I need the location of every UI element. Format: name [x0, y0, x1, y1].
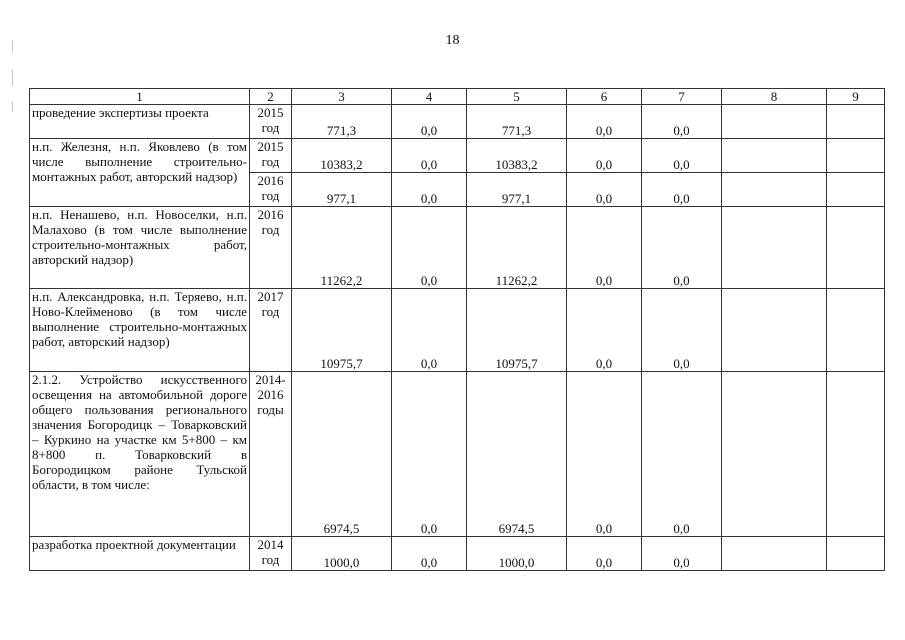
- column-header: 5: [467, 89, 567, 105]
- cell-col7: 0,0: [642, 289, 722, 372]
- cell-col6: 0,0: [567, 289, 642, 372]
- cell-col5: 1000,0: [467, 537, 567, 571]
- row-year: 2017 год: [250, 289, 292, 372]
- cell-col7: 0,0: [642, 173, 722, 207]
- row-year: 2014-2016 годы: [250, 372, 292, 537]
- cell-col3: 6974,5: [292, 372, 392, 537]
- cell-col5: 10975,7: [467, 289, 567, 372]
- row-description: н.п. Александровка, н.п. Теряево, н.п. Ново-Клейменово (в том числе выполнение строительно-монтажных работ, авторский надзор): [30, 289, 250, 372]
- budget-table: [29, 88, 885, 571]
- cell-col4: 0,0: [392, 372, 467, 537]
- cell-col9: [827, 105, 885, 139]
- cell-col3: 771,3: [292, 105, 392, 139]
- column-header: 3: [292, 89, 392, 105]
- cell-col6: 0,0: [567, 372, 642, 537]
- scan-margin-mark: [12, 40, 13, 52]
- cell-col9: [827, 372, 885, 537]
- cell-col5: 6974,5: [467, 372, 567, 537]
- cell-col8: [722, 139, 827, 173]
- scan-margin-mark: [12, 70, 13, 86]
- cell-col5: 771,3: [467, 105, 567, 139]
- cell-col4: 0,0: [392, 537, 467, 571]
- cell-col6: 0,0: [567, 173, 642, 207]
- column-header: 8: [722, 89, 827, 105]
- cell-col4: 0,0: [392, 173, 467, 207]
- cell-col9: [827, 173, 885, 207]
- cell-col9: [827, 289, 885, 372]
- cell-col8: [722, 289, 827, 372]
- table-row: [30, 207, 885, 289]
- cell-col8: [722, 207, 827, 289]
- row-year: 2016 год: [250, 173, 292, 207]
- page-number: 18: [445, 33, 460, 48]
- table-row: [30, 289, 885, 372]
- cell-col7: 0,0: [642, 139, 722, 173]
- cell-col5: 11262,2: [467, 207, 567, 289]
- table-row: [30, 372, 885, 537]
- column-header: 4: [392, 89, 467, 105]
- cell-col7: 0,0: [642, 537, 722, 571]
- row-year: 2015 год: [250, 105, 292, 139]
- cell-col3: 10383,2: [292, 139, 392, 173]
- table-row: [30, 139, 885, 173]
- cell-col8: [722, 173, 827, 207]
- cell-col3: 977,1: [292, 173, 392, 207]
- row-description: проведение экспертизы проекта: [30, 105, 250, 139]
- column-header: 9: [827, 89, 885, 105]
- cell-col3: 1000,0: [292, 537, 392, 571]
- cell-col5: 977,1: [467, 173, 567, 207]
- cell-col4: 0,0: [392, 289, 467, 372]
- column-header: 7: [642, 89, 722, 105]
- row-description: 2.1.2. Устройство искусственного освещения на автомобильной дороге общего пользования регионального значения Богородицк – Товарковский – Куркино на участке км 5+800 – км 8+800 п. Товарковский в Богородицком районе Тульской области, в том числе:: [30, 372, 250, 537]
- cell-col5: 10383,2: [467, 139, 567, 173]
- cell-col4: 0,0: [392, 207, 467, 289]
- cell-col6: 0,0: [567, 537, 642, 571]
- scan-margin-mark: [12, 102, 13, 112]
- cell-col4: 0,0: [392, 105, 467, 139]
- cell-col6: 0,0: [567, 207, 642, 289]
- cell-col6: 0,0: [567, 139, 642, 173]
- cell-col8: [722, 537, 827, 571]
- table-row: [30, 105, 885, 139]
- cell-col8: [722, 105, 827, 139]
- cell-col4: 0,0: [392, 139, 467, 173]
- cell-col3: 10975,7: [292, 289, 392, 372]
- column-header: 6: [567, 89, 642, 105]
- column-header: 2: [250, 89, 292, 105]
- table-header-row: [30, 89, 885, 105]
- cell-col9: [827, 139, 885, 173]
- table-row: [30, 537, 885, 571]
- cell-col6: 0,0: [567, 105, 642, 139]
- cell-col3: 11262,2: [292, 207, 392, 289]
- row-year: 2014 год: [250, 537, 292, 571]
- cell-col9: [827, 537, 885, 571]
- cell-col7: 0,0: [642, 105, 722, 139]
- cell-col9: [827, 207, 885, 289]
- row-year: 2015 год: [250, 139, 292, 173]
- column-header: 1: [30, 89, 250, 105]
- row-description: разработка проектной документации: [30, 537, 250, 571]
- cell-col7: 0,0: [642, 372, 722, 537]
- row-description: н.п. Ненашево, н.п. Новоселки, н.п. Малахово (в том числе выполнение строительно-монтажных работ, авторский надзор): [30, 207, 250, 289]
- cell-col7: 0,0: [642, 207, 722, 289]
- row-description: н.п. Железня, н.п. Яковлево (в том числе выполнение строительно-монтажных работ, авторский надзор): [30, 139, 250, 207]
- cell-col8: [722, 372, 827, 537]
- row-year: 2016 год: [250, 207, 292, 289]
